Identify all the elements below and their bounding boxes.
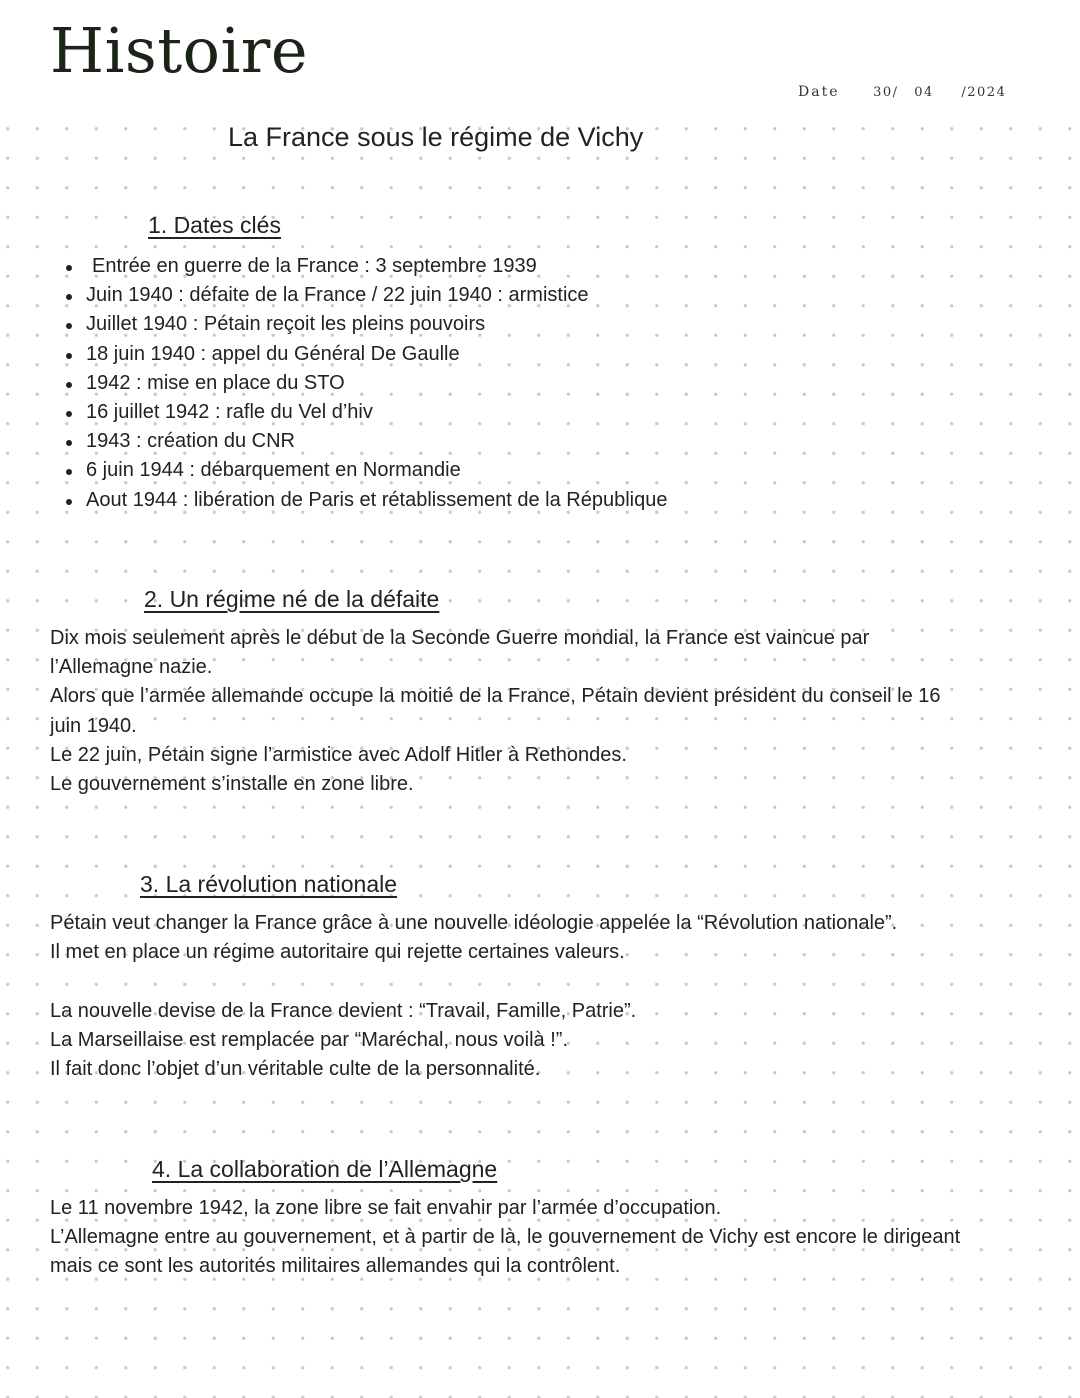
text-line: Dix mois seulement après le début de la Seconde Guerre mondial, la France est vaincue par xyxy=(50,627,870,649)
list-item xyxy=(58,398,667,427)
section-heading-collaboration: 4. La collaboration de l’Allemagne xyxy=(152,1156,498,1182)
list-item-text: Entrée en guerre de la France : 3 septembre 1939 xyxy=(92,255,537,277)
text-line: La Marseillaise est remplacée par “Maréchal, nous voilà !”. xyxy=(50,1029,568,1052)
section-paragraph-revolution-a xyxy=(50,909,1030,967)
list-item-text: Juin 1940 : défaite de la France / 22 juin 1940 : armistice xyxy=(86,284,589,307)
text-line: L’Allemagne entre au gouvernement, et à partir de là, le gouvernement de Vichy est encore le dirigeant xyxy=(50,1226,961,1249)
text-line: Le gouvernement s’installe en zone libre. xyxy=(50,773,414,796)
text-line: mais ce sont les autorités militaires allemandes qui la contrôlent. xyxy=(50,1255,621,1278)
date-block xyxy=(798,84,1006,100)
text-line: l’Allemagne nazie. xyxy=(50,656,213,679)
date-month: 04 xyxy=(914,85,934,100)
list-item xyxy=(58,486,667,515)
list-item-text: Juillet 1940 : Pétain reçoit les pleins pouvoirs xyxy=(86,313,486,336)
text-line: Pétain veut changer la France grâce à une nouvelle idéologie appelée la “Révolution nationale”. xyxy=(50,912,898,934)
text-line: Il met en place un régime autoritaire qui rejette certaines valeurs. xyxy=(50,941,625,964)
text-line: Alors que l’armée allemande occupe la moitié de la France, Pétain devient président du conseil le 16 xyxy=(50,685,941,708)
list-item xyxy=(58,310,667,339)
list-item xyxy=(58,369,667,398)
list-item-text: 16 juillet 1942 : rafle du Vel d’hiv xyxy=(86,401,373,424)
text-line: Il fait donc l’objet d’un véritable culte de la personnalité. xyxy=(50,1058,541,1081)
list-item xyxy=(58,281,667,310)
date-day: 30/ xyxy=(873,85,899,100)
text-line: La nouvelle devise de la France devient : “Travail, Famille, Patrie”. xyxy=(50,1000,637,1022)
list-item xyxy=(58,427,667,456)
date-year: /2024 xyxy=(961,85,1007,100)
list-item-text: 18 juin 1940 : appel du Général De Gaulle xyxy=(86,342,460,365)
text-line: Le 11 novembre 1942, la zone libre se fait envahir par l’armée d’occupation. xyxy=(50,1197,722,1219)
text-line: Le 22 juin, Pétain signe l’armistice avec Adolf Hitler à Rethondes. xyxy=(50,743,627,766)
list-item-text: 6 juin 1944 : débarquement en Normandie xyxy=(86,459,461,482)
list-item-text: 1942 : mise en place du STO xyxy=(86,371,345,394)
section-heading-regime: 2. Un régime né de la défaite xyxy=(144,586,440,612)
list-item xyxy=(58,456,667,485)
key-dates-list xyxy=(58,252,667,515)
section-paragraph-regime xyxy=(50,624,1030,799)
section-paragraph-collaboration xyxy=(50,1194,1030,1282)
lesson-title: La France sous le régime de Vichy xyxy=(228,122,644,152)
list-item xyxy=(58,340,667,369)
section-heading-revolution: 3. La révolution nationale xyxy=(140,871,398,897)
subject-title: Histoire xyxy=(50,14,309,87)
list-item xyxy=(58,252,667,281)
section-paragraph-revolution-b xyxy=(50,997,1030,1085)
list-item-text: 1943 : création du CNR xyxy=(86,430,296,453)
list-item-text: Aout 1944 : libération de Paris et rétablissement de la République xyxy=(86,488,668,511)
section-heading-key-dates: 1. Dates clés xyxy=(148,212,281,238)
text-line: juin 1940. xyxy=(50,714,137,737)
date-label: Date xyxy=(798,84,840,100)
